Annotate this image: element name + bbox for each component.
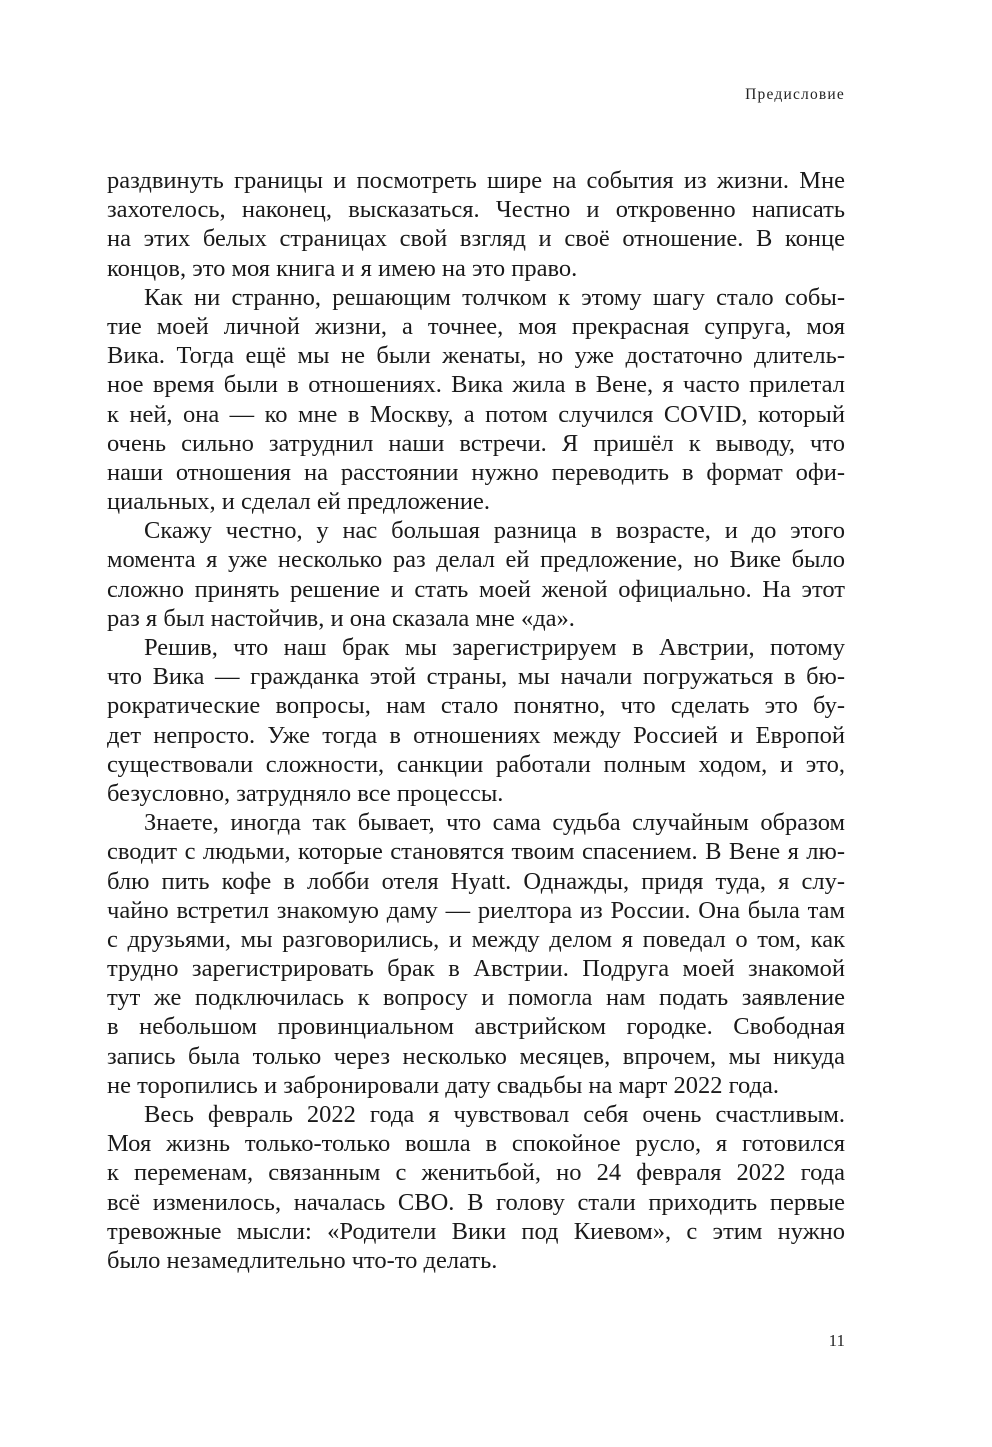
- text-line: что Вика — гражданка этой страны, мы начали погружаться в бю-: [107, 663, 845, 691]
- text-line: тие моей личной жизни, а точнее, моя прекрасная супруга, моя: [107, 312, 845, 340]
- text-line: Как ни странно, решающим толчком к этому шагу стало собы-: [144, 283, 845, 311]
- paragraph: [107, 283, 845, 517]
- text-line: всё изменилось, началась СВО. В голову стали приходить первые: [107, 1188, 845, 1216]
- text-line: очень сильно затруднил наши встречи. Я пришёл к выводу, что: [107, 429, 845, 457]
- text-line: ное время были в отношениях. Вика жила в Вене, я часто прилетал: [107, 371, 845, 399]
- text-line: безусловно, затрудняло все процессы.: [107, 779, 504, 807]
- text-line: в небольшом провинциальном австрийском городке. Свободная: [107, 1013, 845, 1041]
- body-text: [107, 166, 845, 1275]
- text-line: рократические вопросы, нам стало понятно, что сделать это бу-: [107, 692, 845, 720]
- paragraph: [107, 516, 845, 633]
- text-line: с друзьями, мы разговорились, и между делом я поведал о том, как: [107, 925, 845, 953]
- text-line: запись была только через несколько месяцев, впрочем, мы никуда: [107, 1042, 845, 1070]
- text-line: Весь февраль 2022 года я чувствовал себя очень счастливым.: [144, 1101, 845, 1128]
- text-line: существовали сложности, санкции работали полным ходом, и это,: [107, 750, 845, 778]
- text-line: дет непросто. Уже тогда в отношениях между Россией и Европой: [107, 721, 845, 749]
- text-line: раздвинуть границы и посмотреть шире на события из жизни. Мне: [107, 167, 845, 194]
- text-line: Моя жизнь только-только вошла в спокойное русло, я готовился: [107, 1130, 845, 1158]
- text-line: наши отношения на расстоянии нужно переводить в формат офи-: [107, 458, 845, 486]
- paragraph: [107, 808, 845, 1100]
- running-head: Предисловие: [745, 86, 845, 103]
- page-number: 11: [828, 1331, 845, 1350]
- text-line: к ней, она — ко мне в Москву, а потом случился COVID, который: [107, 400, 845, 428]
- text-line: захотелось, наконец, высказаться. Честно и откровенно написать: [107, 196, 845, 224]
- text-line: Скажу честно, у нас большая разница в возрасте, и до этого: [144, 517, 845, 545]
- text-line: Знаете, иногда так бывает, что сама судьба случайным образом: [144, 809, 845, 837]
- text-line: трудно зарегистрировать брак в Австрии. Подруга моей знакомой: [107, 955, 845, 983]
- text-line: раз я был настойчив, и она сказала мне «да».: [107, 604, 575, 632]
- text-line: Вика. Тогда ещё мы не были женаты, но уже достаточно длитель-: [107, 342, 845, 370]
- text-line: сложно принять решение и стать моей женой официально. На этот: [107, 575, 845, 603]
- text-line: тревожные мысли: «Родители Вики под Киевом», с этим нужно: [107, 1217, 845, 1245]
- text-line: было незамедлительно что-то делать.: [107, 1246, 498, 1274]
- text-line: Решив, что наш брак мы зарегистрируем в Австрии, потому: [144, 634, 845, 661]
- text-line: концов, это моя книга и я имею на это право.: [107, 254, 578, 282]
- text-line: чайно встретил знакомую даму — риелтора из России. Она была там: [107, 896, 845, 924]
- text-line: циальных, и сделал ей предложение.: [107, 488, 490, 516]
- text-line: тут же подключилась к вопросу и помогла нам подать заявление: [107, 984, 845, 1012]
- text-line: момента я уже несколько раз делал ей предложение, но Вике было: [107, 546, 845, 574]
- text-line: блю пить кофе в лобби отеля Hyatt. Однажды, придя туда, я слу-: [107, 867, 845, 895]
- paragraph: [107, 166, 845, 283]
- text-line: не торопились и забронировали дату свадьбы на март 2022 года.: [107, 1071, 780, 1099]
- paragraph: [107, 1100, 845, 1275]
- paragraph: [107, 633, 845, 808]
- text-line: на этих белых страницах свой взгляд и своё отношение. В конце: [107, 225, 845, 253]
- text-line: к переменам, связанным с женитьбой, но 24 февраля 2022 года: [107, 1159, 845, 1187]
- text-line: сводит с людьми, которые становятся твоим спасением. В Вене я лю-: [107, 838, 845, 866]
